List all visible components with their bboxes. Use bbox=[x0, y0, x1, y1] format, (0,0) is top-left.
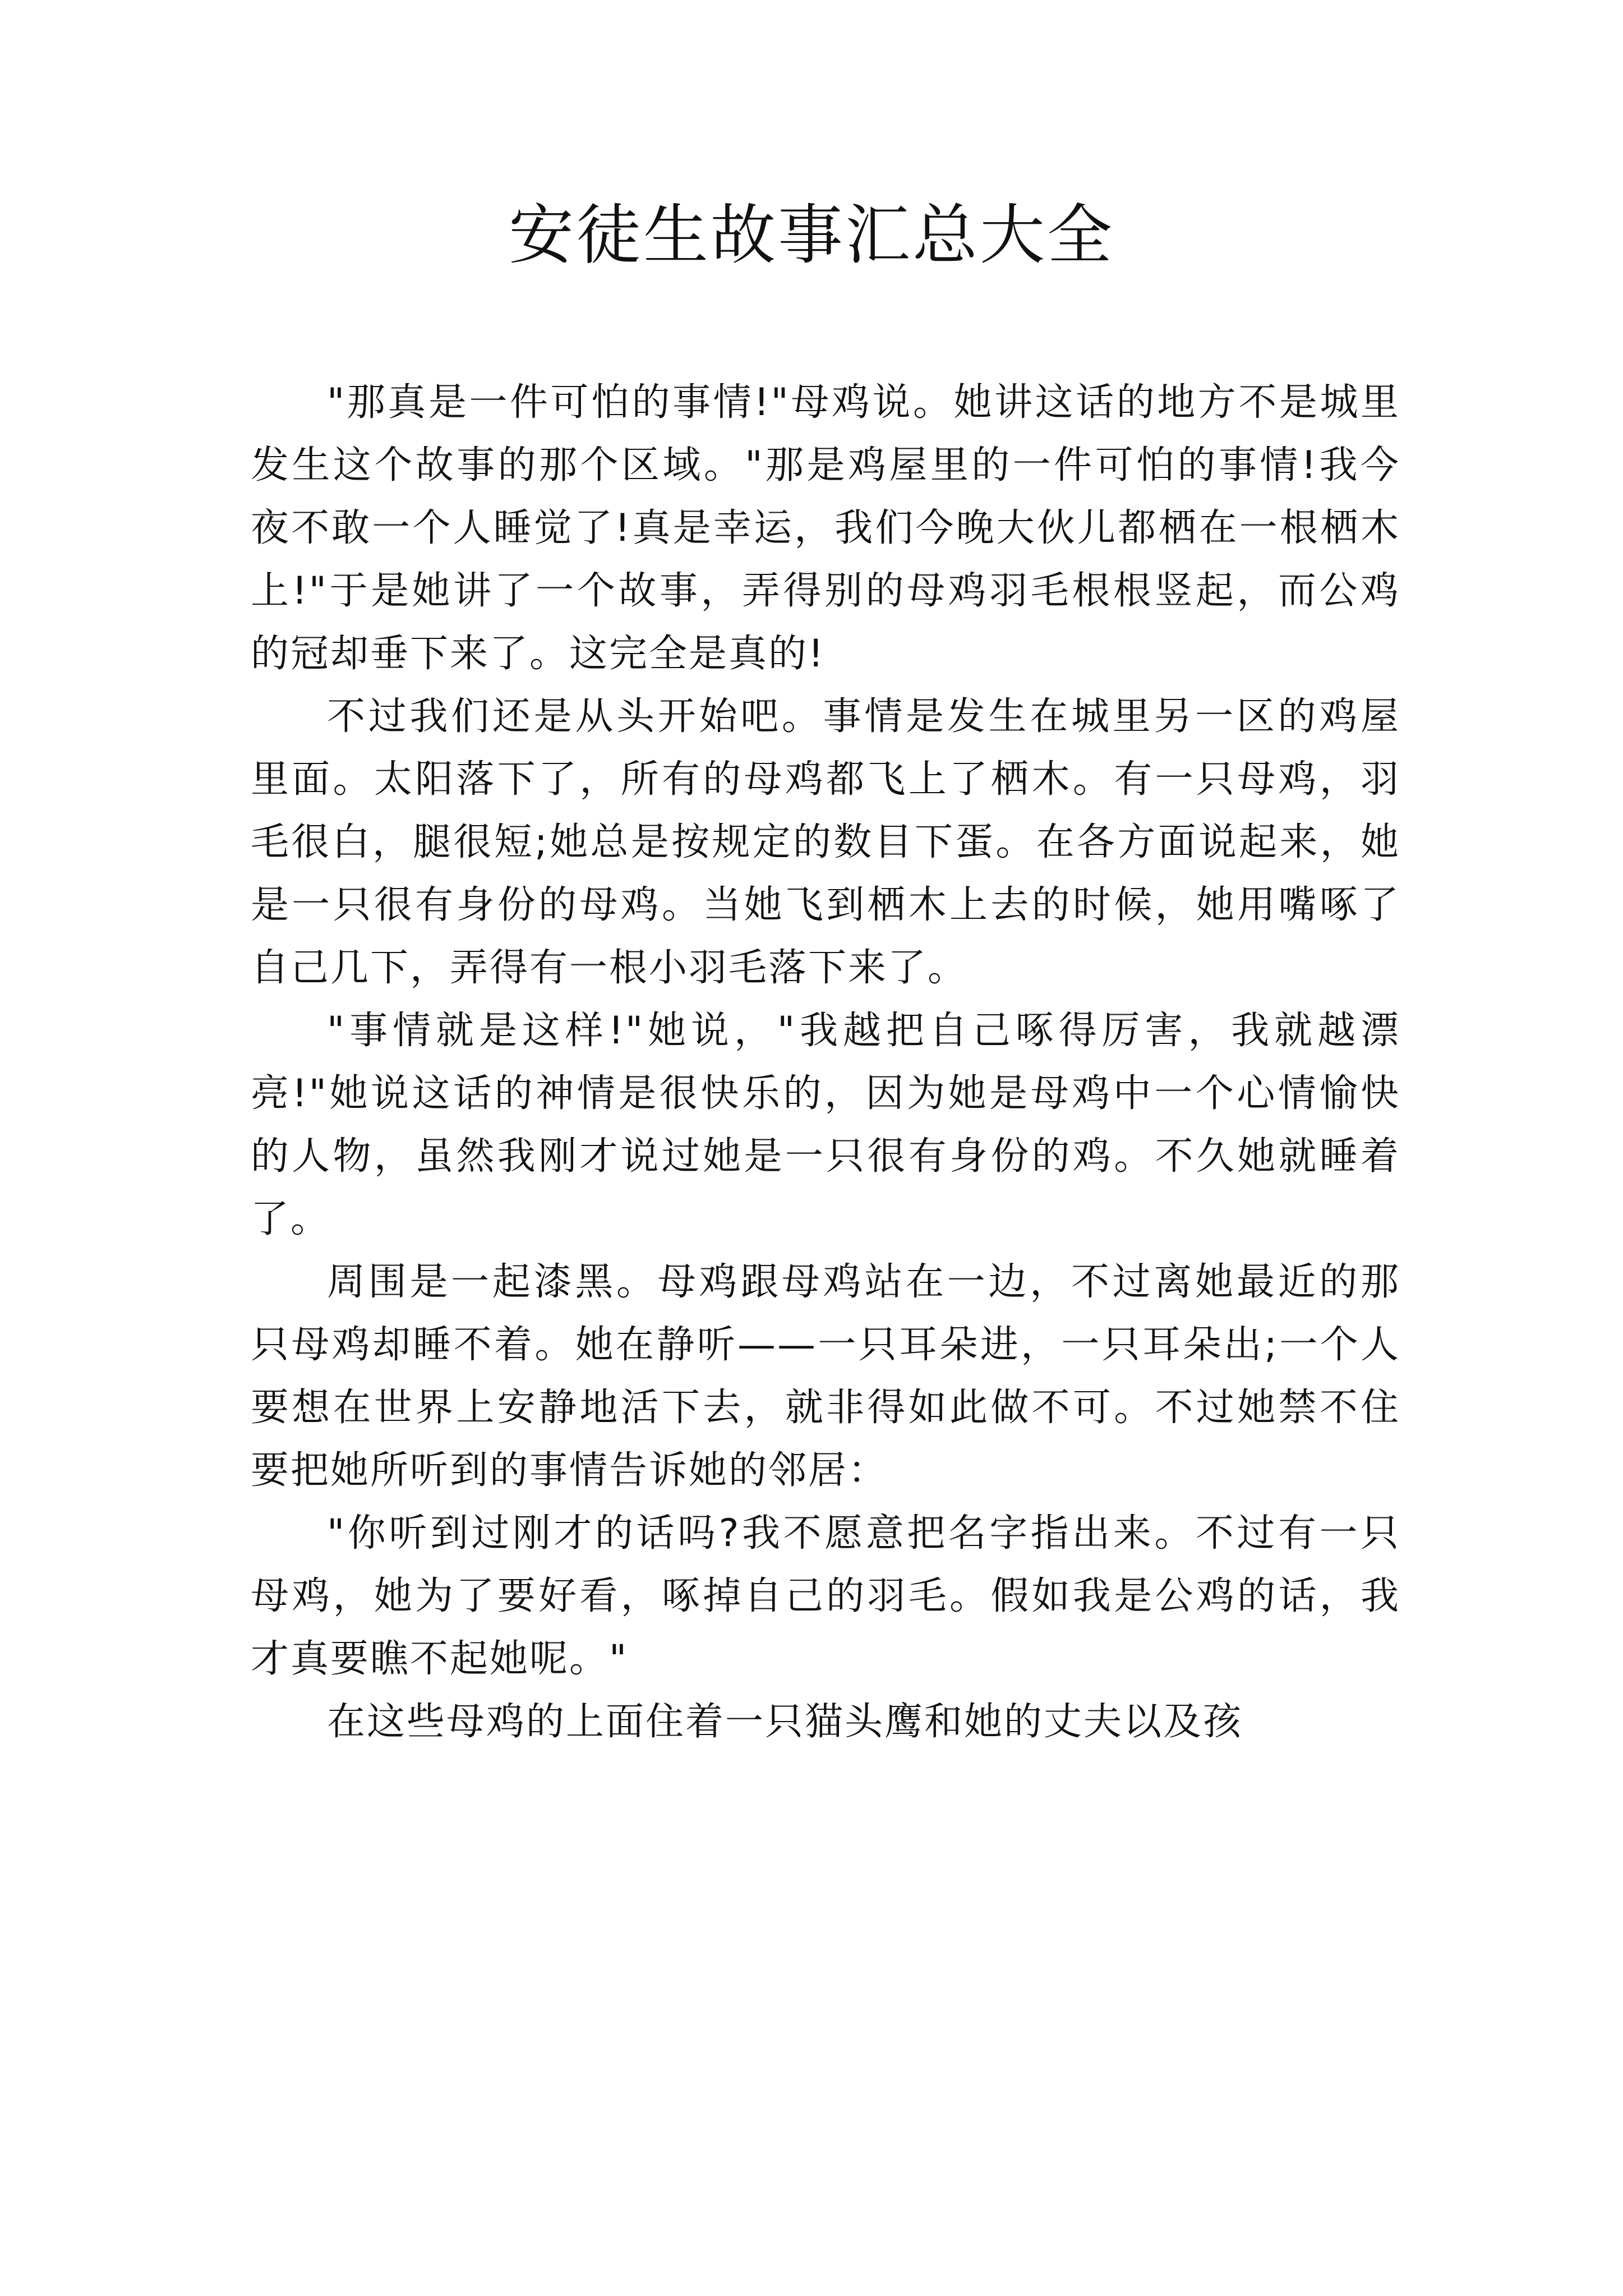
document-title: 安徒生故事汇总大全 bbox=[509, 197, 1114, 273]
paragraph-3: "事情就是这样!"她说，"我越把自己啄得厉害，我就越漂亮!"她说这话的神情是很快乐的，因为她是母鸡中一个心情愉快的人物，虽然我刚才说过她是一只很有身份的鸡。不久她就睡着了。 bbox=[251, 1009, 1400, 1241]
paragraph-5: "你听到过刚才的话吗?我不愿意把名字指出来。不过有一只母鸡，她为了要好看，啄掉自己的羽毛。假如我是公鸡的话，我才真要瞧不起她呢。" bbox=[251, 1511, 1400, 1681]
paragraph-6: 在这些母鸡的上面住着一只猫头鹰和她的丈夫以及孩 bbox=[327, 1700, 1243, 1744]
paragraph-4: 周围是一起漆黑。母鸡跟母鸡站在一边，不过离她最近的那只母鸡却睡不着。她在静听——一只耳朵进，一只耳朵出;一个人要想在世界上安静地活下去，就非得如此做不可。不过她禁不住要把她所听到的事情告诉她的邻居： bbox=[251, 1260, 1400, 1493]
paragraph-2: 不过我们还是从头开始吧。事情是发生在城里另一区的鸡屋里面。太阳落下了，所有的母鸡都飞上了栖木。有一只母鸡，羽毛很白，腿很短;她总是按规定的数目下蛋。在各方面说起来，她是一只很有身份的母鸡。当她飞到栖木上去的时候，她用嘴啄了自己几下，弄得有一根小羽毛落下来了。 bbox=[251, 694, 1400, 990]
paragraph-1: "那真是一件可怕的事情!"母鸡说。她讲这话的地方不是城里发生这个故事的那个区域。"那是鸡屋里的一件可怕的事情!我今夜不敢一个人睡觉了!真是幸运，我们今晚大伙儿都栖在一根栖木上!"于是她讲了一个故事，弄得别的母鸡羽毛根根竖起，而公鸡的冠却垂下来了。这完全是真的! bbox=[251, 380, 1400, 676]
document-body bbox=[251, 371, 1400, 1754]
